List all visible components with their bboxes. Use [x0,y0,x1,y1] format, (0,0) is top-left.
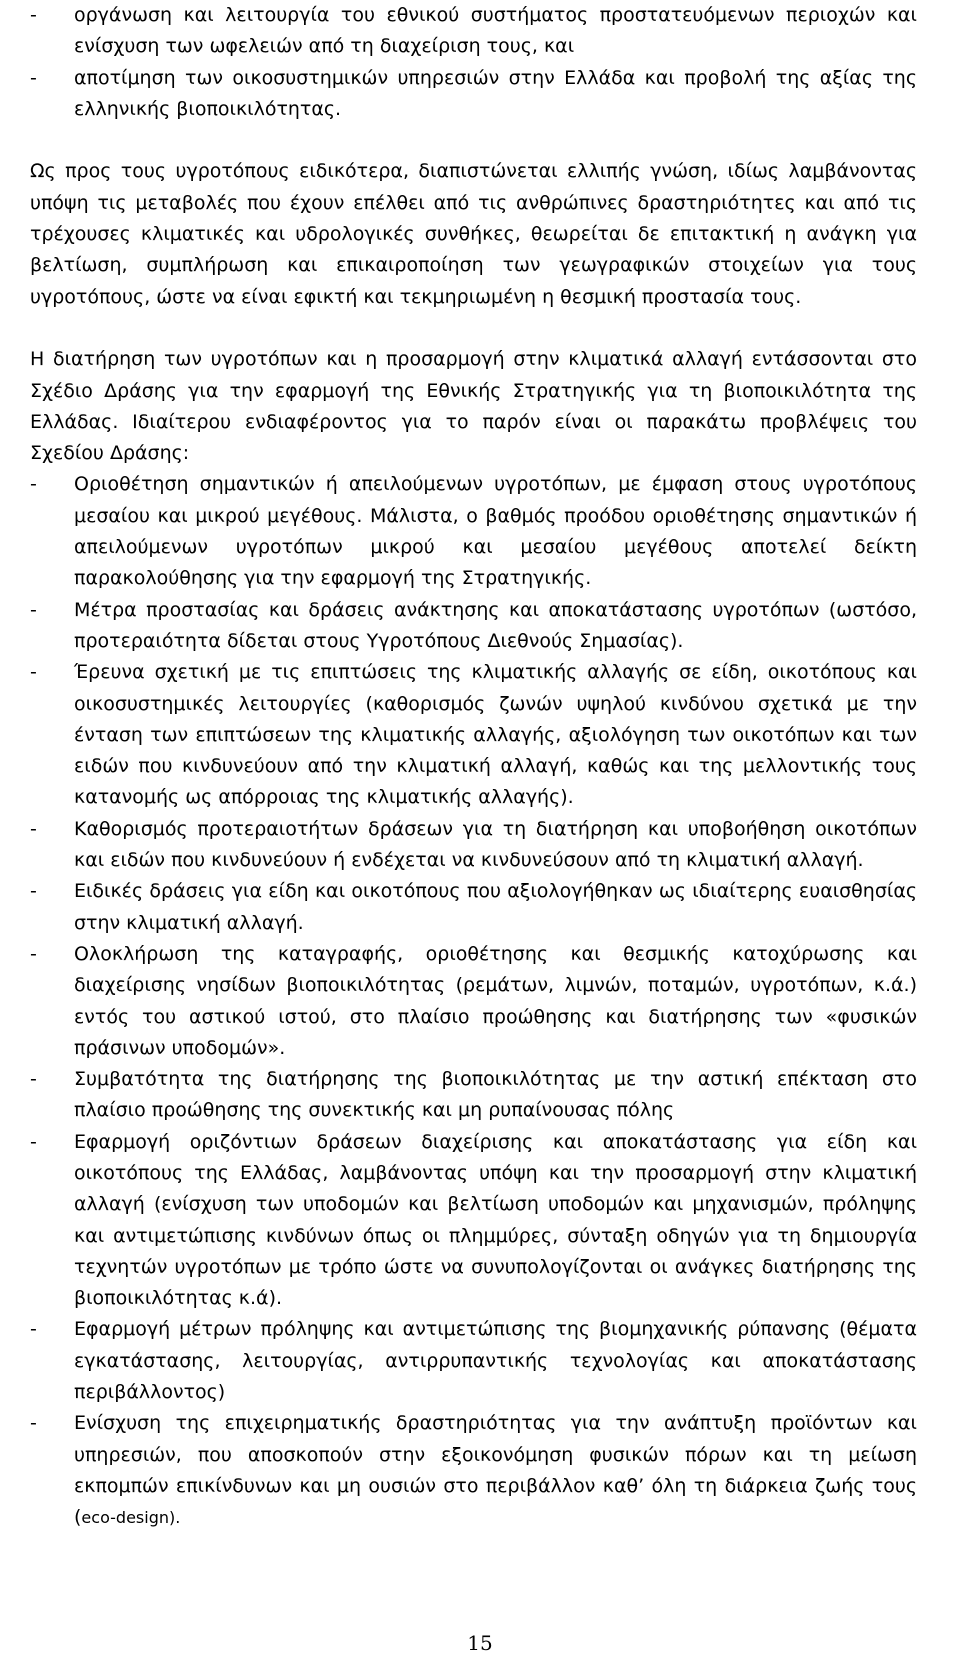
eco-design-term: eco-design [81,1508,169,1528]
list-item-text [74,1408,917,1533]
list-dash: - [30,4,37,26]
list-item-text: αποτίμηση των οικοσυστημικών υπηρεσιών στην Ελλάδα και προβολή της αξίας της ελληνικής βιοποικιλότητας. [74,66,917,120]
list-dash: - [30,880,37,903]
list-dash: - [30,1318,37,1341]
page-number: 15 [467,1631,493,1655]
list-item-text: οργάνωση και λειτουργία του εθνικού συστήματος προστατευόμενων περιοχών και ενίσχυση των ωφελειών από τη διαχείριση τους, και [74,4,917,58]
last-item-end: ). [169,1508,181,1528]
list-dash: - [30,473,37,496]
list-item [30,1064,917,1127]
list-item [30,469,917,594]
list-dash: - [30,942,37,965]
list-item [30,1314,917,1408]
list-item-text: Μέτρα προστασίας και δράσεις ανάκτησης και αποκατάστασης υγροτόπων (ωστόσο, προτεραιότητα δίδεται στους Υγροτόπους Διεθνούς Σημασίας). [74,598,917,652]
list-item [30,876,917,939]
paragraph-wetlands-knowledge: Ως προς τους υγροτόπους ειδικότερα, διαπιστώνεται ελλιπής γνώση, ιδίως λαμβάνοντας υπόψη τις μεταβολές που έχουν επέλθει από τις ανθρώπινες δραστηριότητες και από τις τρέχουσες κλιματικές και υδρολογικές συνθήκες, θεωρείται δε επιτακτική η ανάγκη για βελτίωση, συμπλήρωση και επικαιροποίηση των γεωγραφικών στοιχείων για τους υγροτόπους, ώστε να είναι εφικτή και τεκμηριωμένη η θεσμική προστασία τους. [30,160,917,308]
last-item-text: Ενίσχυση της επιχειρηματικής δραστηριότητας για την ανάπτυξη προϊόντων και υπηρεσιών, που αποσκοπούν στην εξοικονόμηση φυσικών πόρων και τη μείωση εκπομπών επικίνδυνων και μη ουσιών στο περιβάλλον καθ’ όλη τη διάρκεια ζωής τους ( [74,1412,917,1529]
list-item [30,0,917,63]
list-item [30,1127,917,1315]
list-item-text: Έρευνα σχετική με τις επιπτώσεις της κλιματικής αλλαγής σε είδη, οικοτόπους και οικοσυστημικές λειτουργίες (καθορισμός ζωνών υψηλού κινδύνου σχετικά με την ένταση των επιπτώσεων της κλιματικής αλλαγής, αξιολόγηση των οικοτόπων και των ειδών που κινδυνεύουν από την κλιματική αλλαγή, καθώς και της μελλοντικής τους κατανομής ως απόρροιας της κλιματικής αλλαγής). [74,661,917,809]
list-item-text: Ολοκλήρωση της καταγραφής, οριοθέτησης και θεσμικής κατοχύρωσης και διαχείρισης νησίδων βιοποικιλότητας (ρεμάτων, λιμνών, ποταμών, υγροτόπων, κ.ά.) εντός του αστικού ιστού, στο πλαίσιο προώθησης και διατήρησης των «φυσικών πράσινων υποδομών». [74,942,917,1059]
list-item [30,657,917,813]
list-dash: - [30,1412,37,1435]
list-dash: - [30,661,37,684]
list-dash: - [30,1068,37,1091]
list-item-text: Εφαρμογή μέτρων πρόληψης και αντιμετώπισης της βιομηχανικής ρύπανσης (θέματα εγκατάστασης, λειτουργίας, αντιρρυπαντικής τεχνολογίας και αποκατάστασης περιβάλλοντος) [74,1318,917,1404]
list-dash: - [30,66,37,89]
list-item [30,939,917,1064]
list-item-text: Οριοθέτηση σημαντικών ή απειλούμενων υγροτόπων, με έμφαση στους υγροτόπους μεσαίου και μικρού μεγέθους. Μάλιστα, ο βαθμός προόδου οριοθέτησης σημαντικών ή απειλούμενων υγροτόπων μικρού και μεσαίου μεγέθους αποτελεί δείκτη παρακολούθησης για την εφαρμογή της Στρατηγικής. [74,473,917,590]
list-item [30,63,917,126]
list-item-text: Συμβατότητα της διατήρησης της βιοποικιλότητας με την αστική επέκταση στο πλαίσιο προώθησης της συνεκτικής και μη ρυπαίνουσας πόλης [74,1068,917,1122]
list-dash: - [30,598,37,621]
list-dash: - [30,1130,37,1153]
list-item-text: Ειδικές δράσεις για είδη και οικοτόπους που αξιολογήθηκαν ως ιδιαίτερης ευαισθησίας στην κλιματική αλλαγή. [74,880,917,934]
document-page [30,0,917,1534]
list-item [30,814,917,877]
list-item [30,1408,917,1533]
list-dash: - [30,817,37,840]
list-item [30,595,917,658]
list-item-text: Καθορισμός προτεραιοτήτων δράσεων για τη διατήρηση και υποβοήθηση οικοτόπων και ειδών που κινδυνεύουν ή ενδέχεται να κινδυνεύσουν από τη κλιματική αλλαγή. [74,817,917,872]
paragraph-action-plan: Η διατήρηση των υγροτόπων και η προσαρμογή στην κλιματικά αλλαγή εντάσσονται στο Σχέδιο Δράσης για την εφαρμογή της Εθνικής Στρατηγικής για τη βιοποικιλότητα της Ελλάδας. Ιδιαίτερου ενδιαφέροντος για το παρόν είναι οι παρακάτω προβλέψεις του Σχεδίου Δράσης: [30,348,917,465]
list-item-text: Εφαρμογή οριζόντιων δράσεων διαχείρισης και αποκατάστασης για είδη και οικοτόπους της Ελλάδας, λαμβάνοντας υπόψη και την προσαρμογή στην κλιματική αλλαγή (ενίσχυση των υποδομών και βελτίωση υποδομών και μηχανισμών, πρόληψης και αντιμετώπισης κινδύνων όπως οι πλημμύρες, σύνταξη οδηγών για τη δημιουργία τεχνητών υγροτόπων με τρόπο ώστε να συνυπολογίζονται οι ανάγκες διατήρησης της βιοποικιλότητας κ.ά). [74,1130,917,1310]
